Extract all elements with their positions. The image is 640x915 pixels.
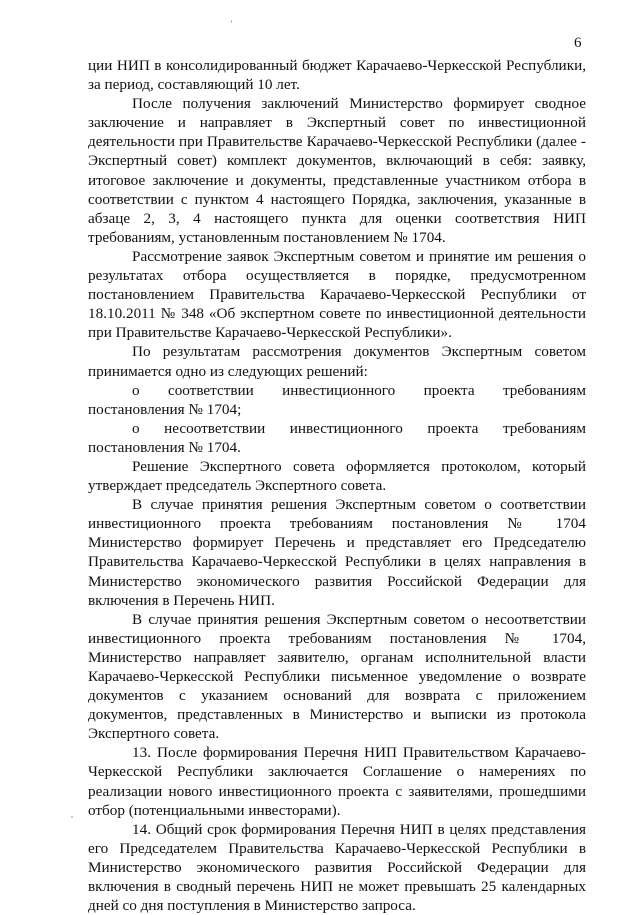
page-number: 6 bbox=[574, 35, 582, 51]
paragraph-compliance-case: В случае принятия решения Экспертным советом о соответствии инвестиционного проекта требованиям постановления № 1704 Министерство формирует Перечень и представляет его Председателю Правительства Карачаево-Черкесской Республики в целях направления в Министерство экономического развития Российской Федерации для включения в Перечень НИП. bbox=[88, 496, 586, 609]
paragraph-item-14: 14. Общий срок формирования Перечня НИП в целях представления его Председателем Правительства Карачаево-Черкесской Республики в Министерство экономического развития Российской Федерации для включения в сводный перечень НИП не может превышать 25 календарных дней со дня поступления в Министерство запроса. bbox=[88, 820, 586, 915]
scan-mark-top bbox=[231, 20, 232, 23]
document-body bbox=[88, 56, 586, 915]
paragraph-item-13: 13. После формирования Перечня НИП Правительством Карачаево-Черкесской Республики заключается Соглашение о намерениях по реализации нового инвестиционного проекта с заявителями, прошедшими отбор (потенциальными инвесторами). bbox=[88, 744, 586, 819]
paragraph-noncompliance-case: В случае принятия решения Экспертным советом о несоответствии инвестиционного проекта требованиям постановления № 1704, Министерство направляет заявителю, органам исполнительной власти Карачаево-Черкесской Республики письменное уведомление о возврате документов с указанием оснований для возврата с приложением документов, представленных в Министерство и выписки из протокола Экспертного совета. bbox=[88, 610, 586, 743]
paragraph-decision-noncompliance: о несоответствии инвестиционного проекта требованиям постановления № 1704. bbox=[88, 419, 586, 456]
paragraph-summary-conclusion: После получения заключений Министерство формирует сводное заключение и направляет в Экспертный совет по инвестиционной деятельности при Правительстве Карачаево-Черкесской Республики (далее - Экспертный совет) комплект документов, включающий в себя: заявку, итоговое заключение и документы, представленные участником отбора в соответствии с пунктом 4 настоящего Порядка, заключения, указанные в абзаце 2, 3, 4 настоящего пункта для оценки соответствия НИП требованиям, установленным постановлением № 1704. bbox=[88, 95, 586, 246]
paragraph-review-procedure: Рассмотрение заявок Экспертным советом и принятие им решения о результатах отбора осуществляется в порядке, предусмотренном постановлением Правительства Карачаево-Черкесской Республики от 18.10.2011 № 348 «Об экспертном совете по инвестиционной деятельности при Правительстве Карачаево-Черкесской Республики». bbox=[88, 247, 586, 342]
paragraph-decision-compliance: о соответствии инвестиционного проекта требованиям постановления № 1704; bbox=[88, 381, 586, 418]
paragraph-decisions-intro: По результатам рассмотрения документов Экспертным советом принимается одно из следующих решений: bbox=[88, 343, 586, 380]
scan-mark-left bbox=[71, 816, 73, 818]
paragraph-protocol: Решение Экспертного совета оформляется протоколом, который утверждает председатель Экспертного совета. bbox=[88, 457, 586, 495]
paragraph-continuation: ции НИП в консолидированный бюджет Карачаево-Черкесской Республики, за период, составляющий 10 лет. bbox=[88, 57, 586, 94]
